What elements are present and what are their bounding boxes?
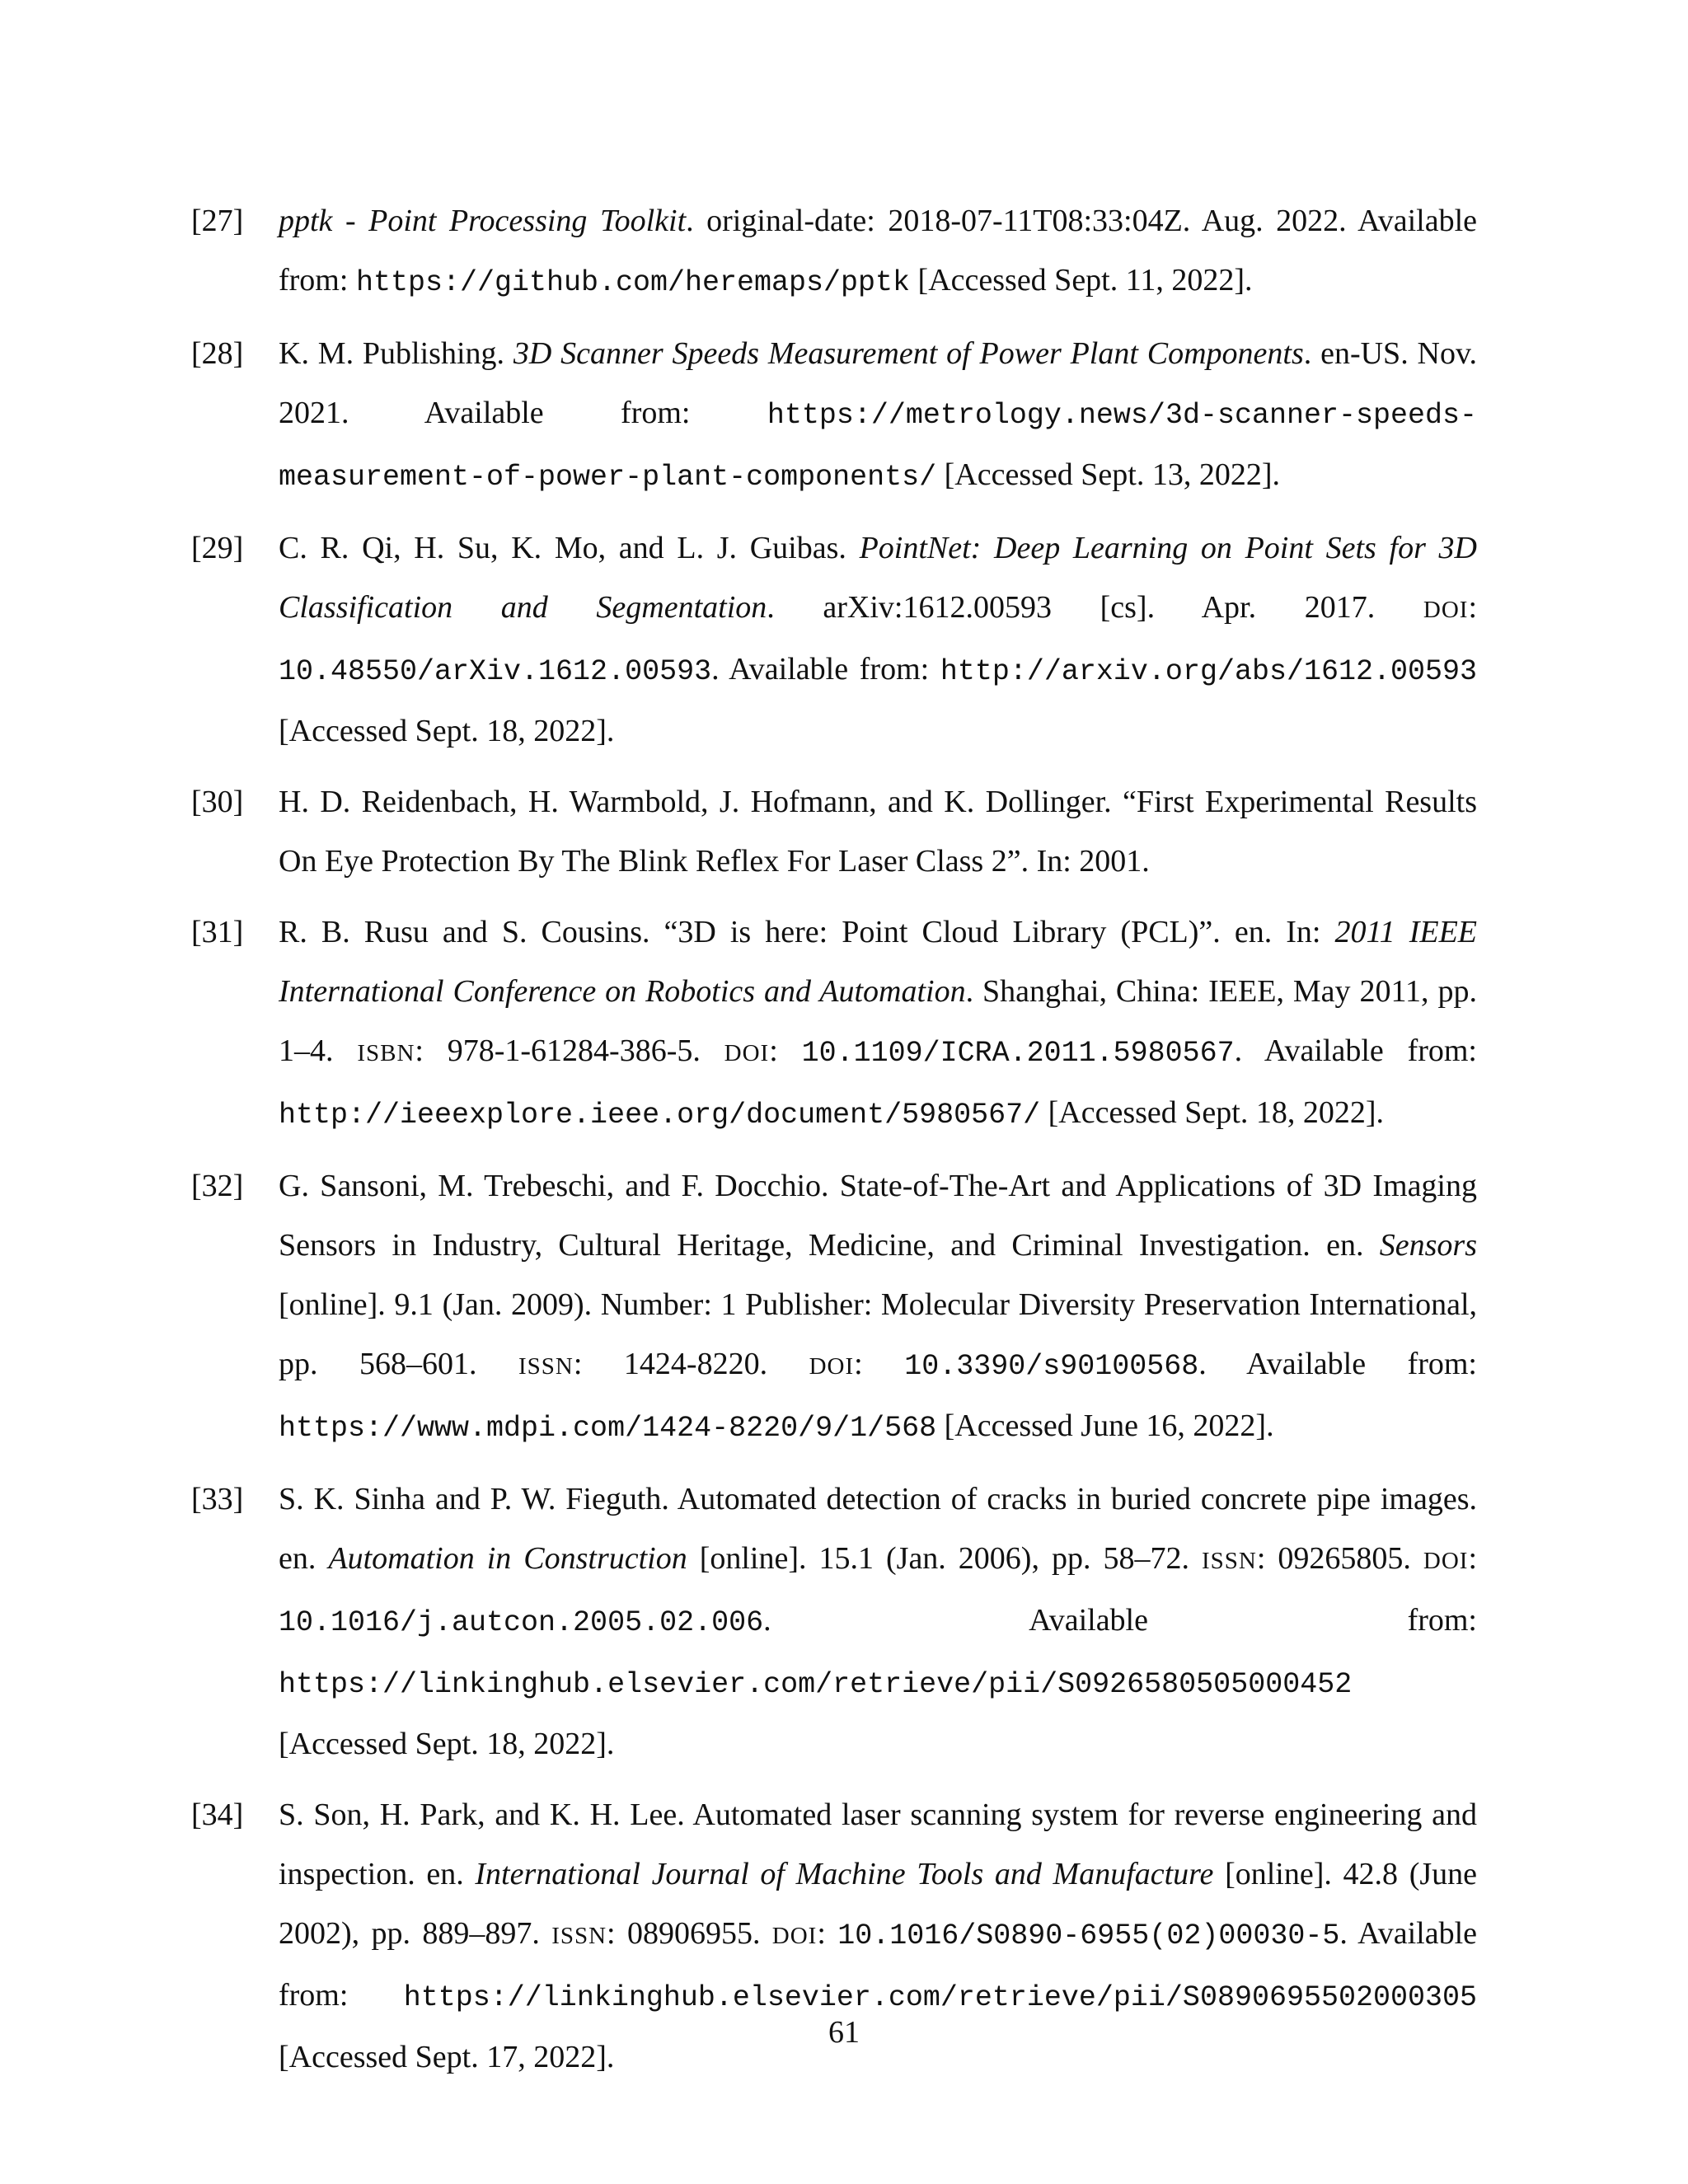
reference-text-segment: . original-date: 2018-07-11T08:33:04Z. Aug. 2022. Available from: bbox=[279, 204, 1477, 298]
reference-title: Sensors bbox=[1379, 1228, 1477, 1263]
reference-field-label: DOI bbox=[771, 1923, 818, 1949]
reference-text-segment: [Accessed Sept. 17, 2022]. bbox=[279, 2040, 615, 2074]
reference-text-segment: [online]. 9.1 (Jan. 2009). Number: 1 Publisher: Molecular Diversity Preservation International, pp. 568–601. bbox=[279, 1287, 1477, 1381]
reference-text bbox=[279, 324, 1477, 507]
reference-label: [28] bbox=[191, 336, 244, 371]
reference-entry bbox=[191, 902, 1477, 1145]
reference-link[interactable]: https://www.mdpi.com/1424-8220/9/1/568 bbox=[279, 1412, 937, 1445]
reference-link[interactable]: 10.48550/arXiv.1612.00593 bbox=[279, 655, 712, 688]
reference-text-segment: . Available from: bbox=[1234, 1033, 1477, 1068]
reference-text-segment: S. K. Sinha and P. W. Fieguth. Automated detection of cracks in buried concrete pipe images. en. bbox=[279, 1482, 1477, 1576]
reference-link[interactable]: https://github.com/heremaps/pptk bbox=[355, 266, 911, 299]
reference-text-segment: [Accessed June 16, 2022]. bbox=[936, 1408, 1274, 1443]
reference-text bbox=[279, 191, 1477, 312]
reference-entry bbox=[191, 1156, 1477, 1458]
reference-text bbox=[279, 1156, 1477, 1458]
reference-text-segment: [Accessed Sept. 11, 2022]. bbox=[910, 263, 1253, 298]
reference-text-segment: G. Sansoni, M. Trebeschi, and F. Docchio. State-of-The-Art and Applications of 3D Imaging Sensors in Industry, Cultural Heritage, Medicine, and Criminal Investigation. en. bbox=[279, 1169, 1477, 1263]
reference-text-segment: [online]. 42.8 (June 2002), pp. 889–897. bbox=[279, 1857, 1478, 1951]
reference-text-segment: : bbox=[769, 1033, 802, 1068]
reference-text-segment: : 08906955. bbox=[607, 1916, 772, 1951]
reference-text-segment: [online]. 15.1 (Jan. 2006), pp. 58–72. bbox=[687, 1541, 1202, 1576]
reference-text bbox=[279, 518, 1477, 761]
reference-text-segment: : bbox=[1468, 1541, 1477, 1576]
reference-link[interactable]: 10.1016/S0890-6955(02)00030-5 bbox=[837, 1919, 1340, 1952]
reference-label: [32] bbox=[191, 1169, 244, 1203]
reference-entry bbox=[191, 518, 1477, 761]
reference-text-segment: : bbox=[1468, 590, 1478, 625]
reference-text-segment: . Available from: bbox=[279, 1916, 1477, 2013]
reference-field-label: ISBN bbox=[357, 1040, 415, 1066]
reference-label: [29] bbox=[191, 531, 244, 565]
reference-text-segment: [Accessed Sept. 18, 2022]. bbox=[279, 714, 615, 748]
reference-field-label: ISSN bbox=[1201, 1548, 1257, 1574]
reference-link[interactable]: http://arxiv.org/abs/1612.00593 bbox=[940, 655, 1477, 688]
reference-label: [30] bbox=[191, 785, 244, 819]
reference-title: 2011 IEEE International Conference on Robotics and Automation bbox=[279, 915, 1477, 1009]
reference-text-segment: R. B. Rusu and S. Cousins. “3D is here: Point Cloud Library (PCL)”. en. In: bbox=[279, 915, 1335, 949]
reference-link[interactable]: https://linkinghub.elsevier.com/retrieve/pii/S0890695502000305 bbox=[403, 1981, 1477, 2014]
reference-text-segment: [Accessed Sept. 18, 2022]. bbox=[279, 1727, 615, 1761]
reference-text-segment: . Available from: bbox=[1198, 1347, 1477, 1381]
reference-text-segment: C. R. Qi, H. Su, K. Mo, and L. J. Guibas. bbox=[279, 531, 860, 565]
reference-text-segment: . Shanghai, China: IEEE, May 2011, pp. 1–4. bbox=[279, 974, 1477, 1068]
reference-link[interactable]: 10.3390/s90100568 bbox=[904, 1350, 1199, 1383]
reference-entry bbox=[191, 1469, 1477, 1774]
reference-text-segment: : bbox=[817, 1916, 838, 1951]
reference-link[interactable]: https://linkinghub.elsevier.com/retrieve/pii/S0926580505000452 bbox=[279, 1668, 1353, 1701]
reference-text-segment: : 1424-8220. bbox=[573, 1347, 809, 1381]
reference-label: [33] bbox=[191, 1482, 244, 1516]
reference-title: PointNet: Deep Learning on Point Sets for 3D Classification and Segmentation bbox=[279, 531, 1477, 625]
reference-field-label: ISSN bbox=[551, 1923, 607, 1949]
reference-field-label: DOI bbox=[1423, 1548, 1469, 1574]
reference-text-segment: [Accessed Sept. 13, 2022]. bbox=[936, 457, 1280, 492]
reference-entry bbox=[191, 772, 1477, 891]
reference-link[interactable]: http://ieeexplore.ieee.org/document/5980567/ bbox=[279, 1099, 1041, 1132]
reference-label: [27] bbox=[191, 204, 244, 238]
reference-text bbox=[279, 902, 1477, 1145]
reference-field-label: ISSN bbox=[518, 1353, 574, 1380]
reference-label: [34] bbox=[191, 1797, 244, 1832]
reference-label: [31] bbox=[191, 915, 244, 949]
reference-link[interactable]: https://metrology.news/3d-scanner-speeds-measurement-of-power-plant-components/ bbox=[279, 399, 1477, 494]
page-number: 61 bbox=[828, 2015, 860, 2050]
reference-text bbox=[279, 772, 1477, 891]
reference-title: International Journal of Machine Tools and Manufacture bbox=[475, 1857, 1214, 1891]
reference-list bbox=[191, 191, 1477, 2098]
reference-text-segment: : 09265805. bbox=[1256, 1541, 1423, 1576]
reference-title: Automation in Construction bbox=[328, 1541, 687, 1576]
reference-link[interactable]: 10.1109/ICRA.2011.5980567 bbox=[801, 1037, 1235, 1070]
reference-title: pptk - Point Processing Toolkit bbox=[279, 204, 687, 238]
reference-text-segment: . en-US. Nov. 2021. Available from: bbox=[279, 336, 1478, 430]
reference-entry bbox=[191, 324, 1477, 507]
reference-text-segment: . Available from: bbox=[763, 1603, 1477, 1638]
reference-field-label: DOI bbox=[809, 1353, 855, 1380]
reference-text-segment: H. D. Reidenbach, H. Warmbold, J. Hofmann, and K. Dollinger. “First Experimental Results On Eye Protection By The Blink Reflex For Laser Class 2”. In: 2001. bbox=[279, 785, 1477, 879]
reference-text-segment: K. M. Publishing. bbox=[279, 336, 513, 371]
reference-text-segment: . Available from: bbox=[711, 652, 940, 687]
reference-text bbox=[279, 1469, 1477, 1774]
reference-text-segment: [Accessed Sept. 18, 2022]. bbox=[1040, 1095, 1385, 1130]
reference-field-label: DOI bbox=[1423, 597, 1469, 623]
reference-text-segment: : 978-1-61284-386-5. bbox=[415, 1033, 724, 1068]
reference-text-segment: . arXiv:1612.00593 [cs]. Apr. 2017. bbox=[767, 590, 1423, 625]
reference-text-segment: : bbox=[854, 1347, 905, 1381]
reference-entry bbox=[191, 191, 1477, 312]
reference-text-segment: S. Son, H. Park, and K. H. Lee. Automated laser scanning system for reverse engineering and inspection. en. bbox=[279, 1797, 1477, 1891]
reference-title: 3D Scanner Speeds Measurement of Power Plant Components bbox=[513, 336, 1304, 371]
reference-field-label: DOI bbox=[724, 1040, 770, 1066]
reference-link[interactable]: 10.1016/j.autcon.2005.02.006 bbox=[279, 1606, 764, 1639]
